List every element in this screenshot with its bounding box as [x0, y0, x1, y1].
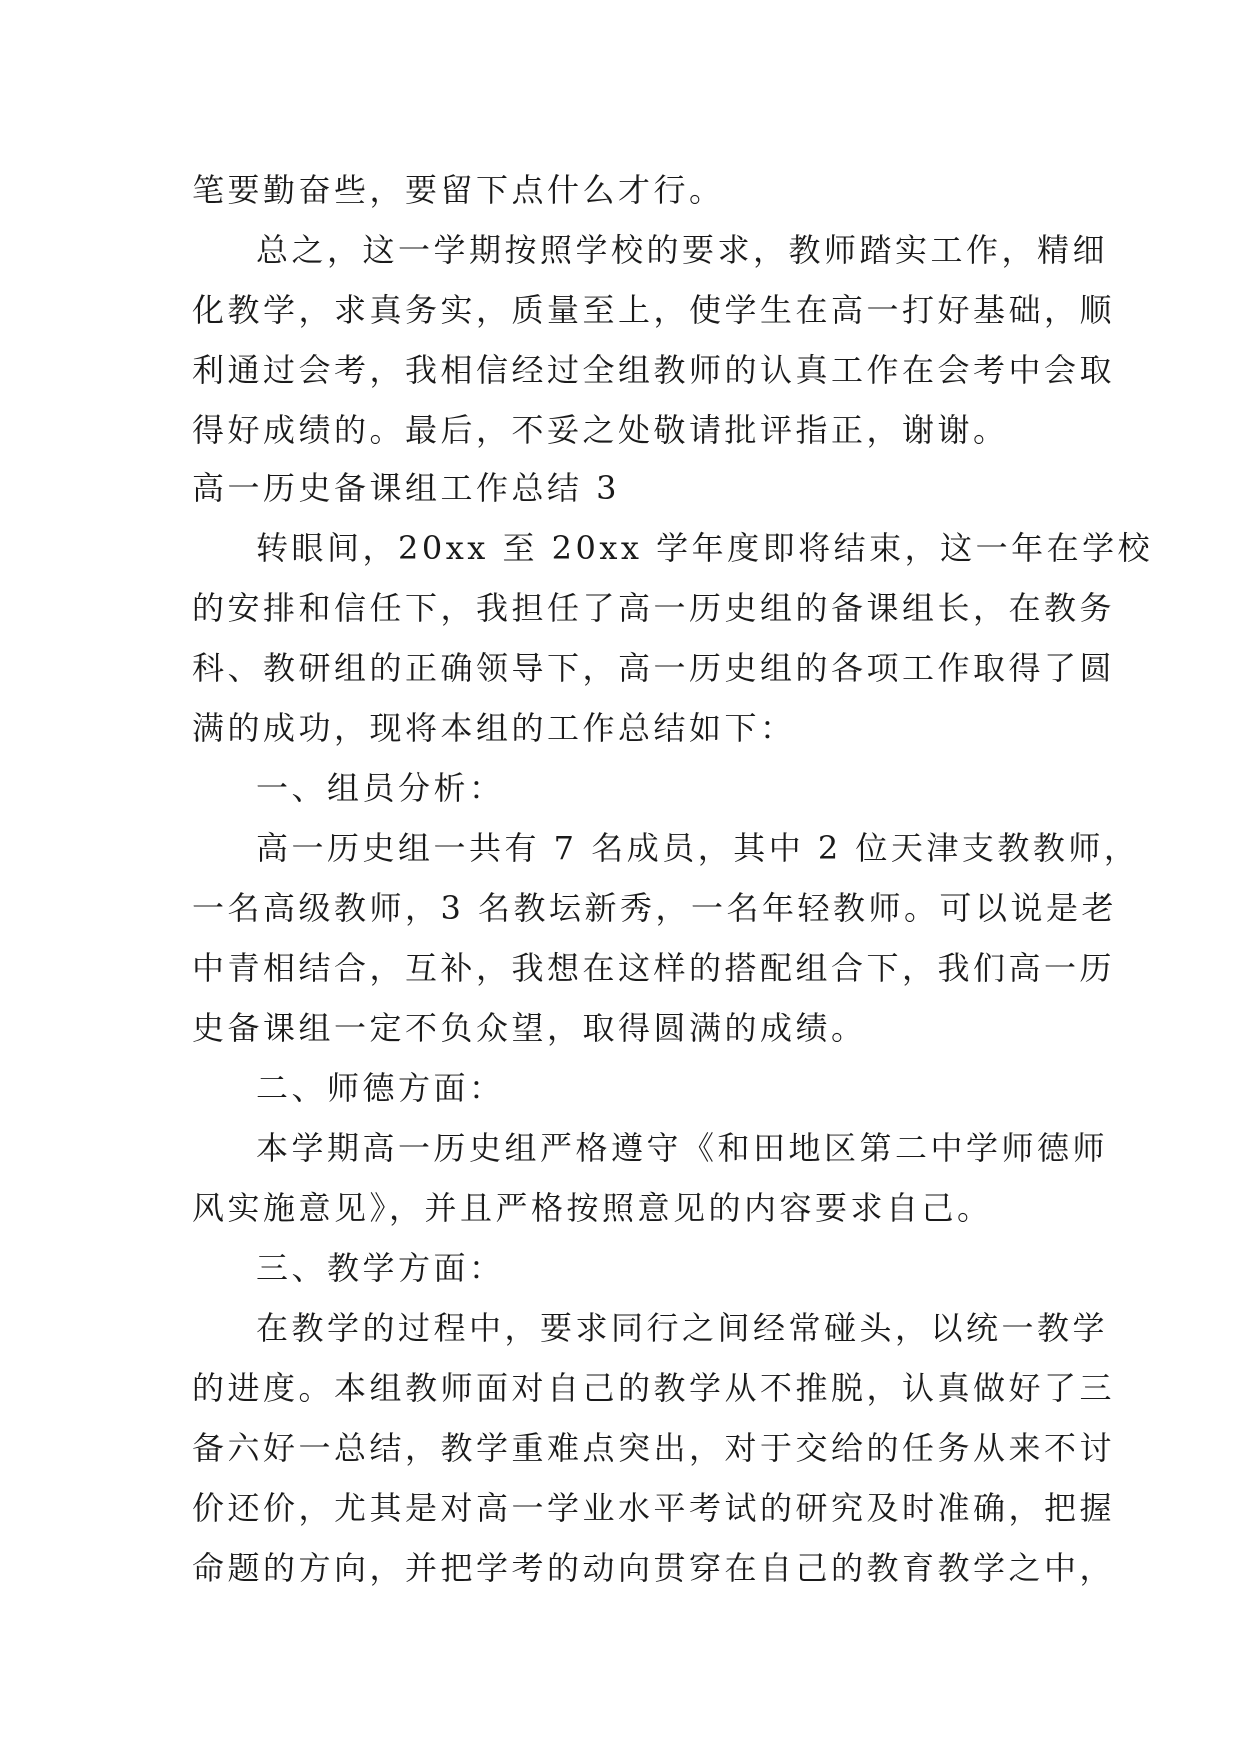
text-line: 风实施意见》，并且严格按照意见的内容要求自己。 [192, 1189, 993, 1227]
paragraph-start-line: 高一历史组一共有 7 名成员，其中 2 位天津支教教师， [256, 829, 1140, 867]
text-line: 的进度。本组教师面对自己的教学从不推脱，认真做好了三 [192, 1369, 1116, 1407]
text-line: 的安排和信任下，我担任了高一历史组的备课组长，在教务 [192, 589, 1116, 627]
text-line: 化教学，求真务实，质量至上，使学生在高一打好基础，顺 [192, 291, 1116, 329]
subsection-heading: 三、教学方面： [256, 1249, 505, 1287]
text-line: 备六好一总结，教学重难点突出，对于交给的任务从来不讨 [192, 1429, 1116, 1467]
text-line: 一名高级教师，3 名教坛新秀，一名年轻教师。可以说是老 [192, 889, 1118, 927]
paragraph-start-line: 在教学的过程中，要求同行之间经常碰头，以统一教学 [256, 1309, 1109, 1347]
paragraph-start-line: 总之，这一学期按照学校的要求，教师踏实工作，精细 [256, 231, 1109, 269]
paragraph-start-line: 转眼间，20xx 至 20xx 学年度即将结束，这一年在学校 [256, 529, 1154, 567]
text-line: 价还价，尤其是对高一学业水平考试的研究及时准确，把握 [192, 1489, 1116, 1527]
section-heading: 高一历史备课组工作总结 3 [192, 469, 621, 507]
text-line: 中青相结合，互补，我想在这样的搭配组合下，我们高一历 [192, 949, 1116, 987]
paragraph-start-line: 本学期高一历史组严格遵守《和田地区第二中学师德师 [256, 1129, 1109, 1167]
text-line: 利通过会考，我相信经过全组教师的认真工作在会考中会取 [192, 351, 1116, 389]
text-line: 得好成绩的。最后，不妥之处敬请批评指正，谢谢。 [192, 411, 1009, 449]
text-line: 笔要勤奋些，要留下点什么才行。 [192, 171, 725, 209]
text-line: 满的成功，现将本组的工作总结如下： [192, 709, 796, 747]
text-line: 命题的方向，并把学考的动向贯穿在自己的教育教学之中， [192, 1549, 1116, 1587]
text-line: 史备课组一定不负众望，取得圆满的成绩。 [192, 1009, 867, 1047]
subsection-heading: 一、组员分析： [256, 769, 505, 807]
subsection-heading: 二、师德方面： [256, 1069, 505, 1107]
text-line: 科、教研组的正确领导下，高一历史组的各项工作取得了圆 [192, 649, 1116, 687]
